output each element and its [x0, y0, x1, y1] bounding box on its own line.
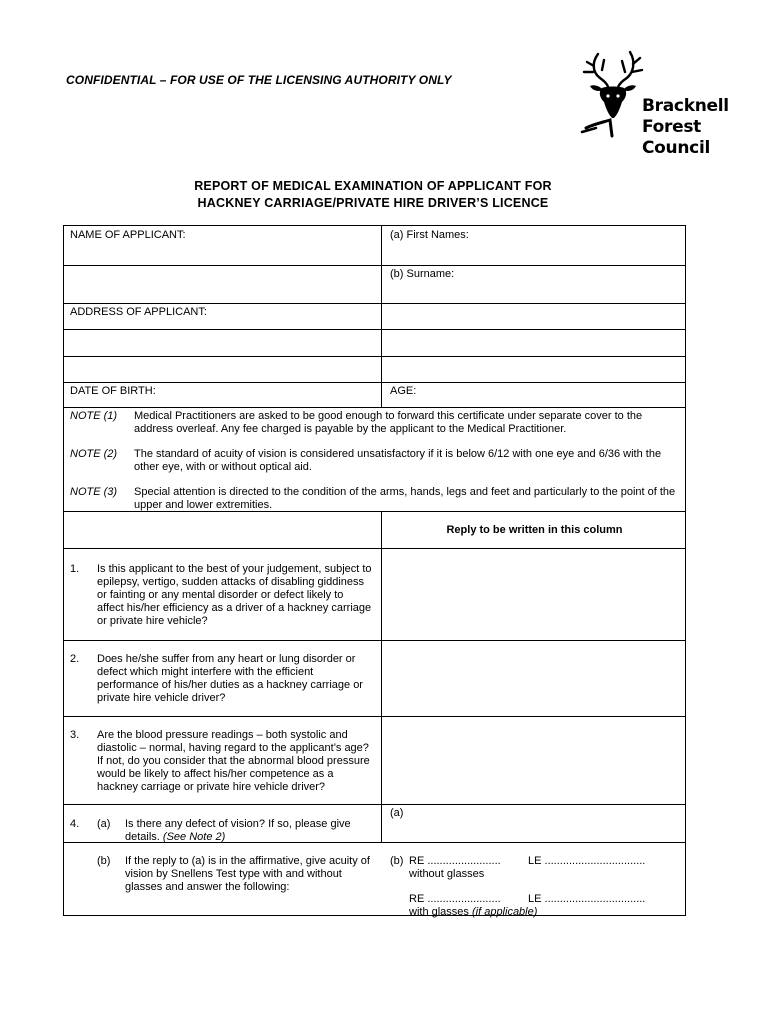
le-without-glasses-field[interactable]: LE ................................. [528, 855, 646, 867]
row-divider [64, 329, 685, 330]
question-4b-label: (b) [97, 855, 111, 867]
note-1-label: NOTE (1) [70, 410, 118, 422]
logo-line-forest: Forest [642, 117, 701, 137]
question-4-number: 4. [70, 818, 80, 830]
column-divider [381, 511, 382, 842]
re-without-glasses-field[interactable]: RE ........................ [409, 855, 501, 867]
re-with-glasses-field[interactable]: RE ........................ [409, 893, 501, 905]
address-of-applicant-label: ADDRESS OF APPLICANT: [70, 306, 207, 318]
logo-line-bracknell: Bracknell [642, 96, 729, 116]
question-4a-note: (See Note 2) [162, 831, 226, 843]
row-divider [64, 640, 685, 641]
column-divider [381, 226, 382, 407]
reply-4a-label: (a) [390, 807, 404, 819]
title-line-2: HACKNEY CARRIAGE/PRIVATE HIRE DRIVER’S LICENCE [197, 196, 549, 210]
note-3-text: Special attention is directed to the condition of the arms, hands, legs and feet and particularly to the point of the upper and lower extremities. [134, 486, 676, 511]
question-4a-label: (a) [97, 818, 111, 830]
le-with-glasses-field[interactable]: LE ................................. [528, 893, 646, 905]
row-divider [64, 265, 685, 266]
surname-field[interactable]: (b) Surname: [390, 268, 455, 280]
question-2-number: 2. [70, 653, 80, 665]
page-title [60, 178, 686, 212]
row-divider [64, 407, 685, 408]
title-line-1: REPORT OF MEDICAL EXAMINATION OF APPLICANT FOR [194, 179, 552, 193]
question-4b-text: If the reply to (a) is in the affirmative, give acuity of vision by Snellens Test type with and without glasses and answer the following: [125, 855, 370, 893]
question-4a-text [125, 818, 375, 844]
question-3-text: Are the blood pressure readings – both systolic and diastolic – normal, having regard to the applicant’s age? If not, do you consider that the abnormal blood pressure would be likely to affect his/her competence as a hackney carriage or private hire vehicle driver? [97, 729, 370, 793]
row-divider [64, 382, 685, 383]
row-divider [64, 716, 685, 717]
logo-line-council: Council [642, 138, 710, 158]
stag-head-icon [578, 46, 648, 138]
row-divider [64, 356, 685, 357]
question-4a-body: Is there any defect of vision? If so, please give details. [125, 818, 351, 843]
row-divider [64, 303, 685, 304]
row-divider [64, 548, 685, 549]
medical-report-form [63, 225, 686, 916]
with-glasses-label [409, 906, 537, 919]
reply-column-header: Reply to be written in this column [446, 524, 623, 536]
question-2-text: Does he/she suffer from any heart or lung disorder or defect which might interfere with the efficient performance of his/her duties as a hackney carriage or private hire vehicle driver? [97, 653, 363, 704]
if-applicable-text: (if applicable) [471, 906, 538, 918]
age-label: AGE: [390, 385, 417, 397]
question-3-number: 3. [70, 729, 80, 741]
without-glasses-label: without glasses [409, 868, 485, 880]
council-logo [572, 46, 732, 166]
first-names-field[interactable]: (a) First Names: [390, 229, 469, 241]
note-2-text: The standard of acuity of vision is considered unsatisfactory if it is below 6/12 with one eye and 6/36 with the other eye, with or without optical aid. [134, 448, 662, 473]
reply-4b-label: (b) [390, 855, 404, 867]
council-name [642, 96, 729, 159]
with-glasses-text: with glasses [409, 906, 469, 918]
name-of-applicant-label: NAME OF APPLICANT: [70, 229, 186, 241]
question-1-number: 1. [70, 563, 80, 575]
question-1-text: Is this applicant to the best of your judgement, subject to epilepsy, vertigo, sudden attacks of disabling giddiness or fainting or any mental disorder or defect likely to affect his/her efficiency as a driver of a hackney carriage or private hire vehicle? [97, 563, 372, 627]
note-2-label: NOTE (2) [70, 448, 118, 460]
note-1-text: Medical Practitioners are asked to be good enough to forward this certificate under separate cover to the address overleaf. Any fee charged is payable by the applicant to the Medical Practitioner. [134, 410, 643, 435]
note-3-label: NOTE (3) [70, 486, 118, 498]
row-divider [64, 804, 685, 805]
confidential-notice: CONFIDENTIAL – FOR USE OF THE LICENSING AUTHORITY ONLY [66, 73, 452, 87]
date-of-birth-label: DATE OF BIRTH: [70, 385, 156, 397]
